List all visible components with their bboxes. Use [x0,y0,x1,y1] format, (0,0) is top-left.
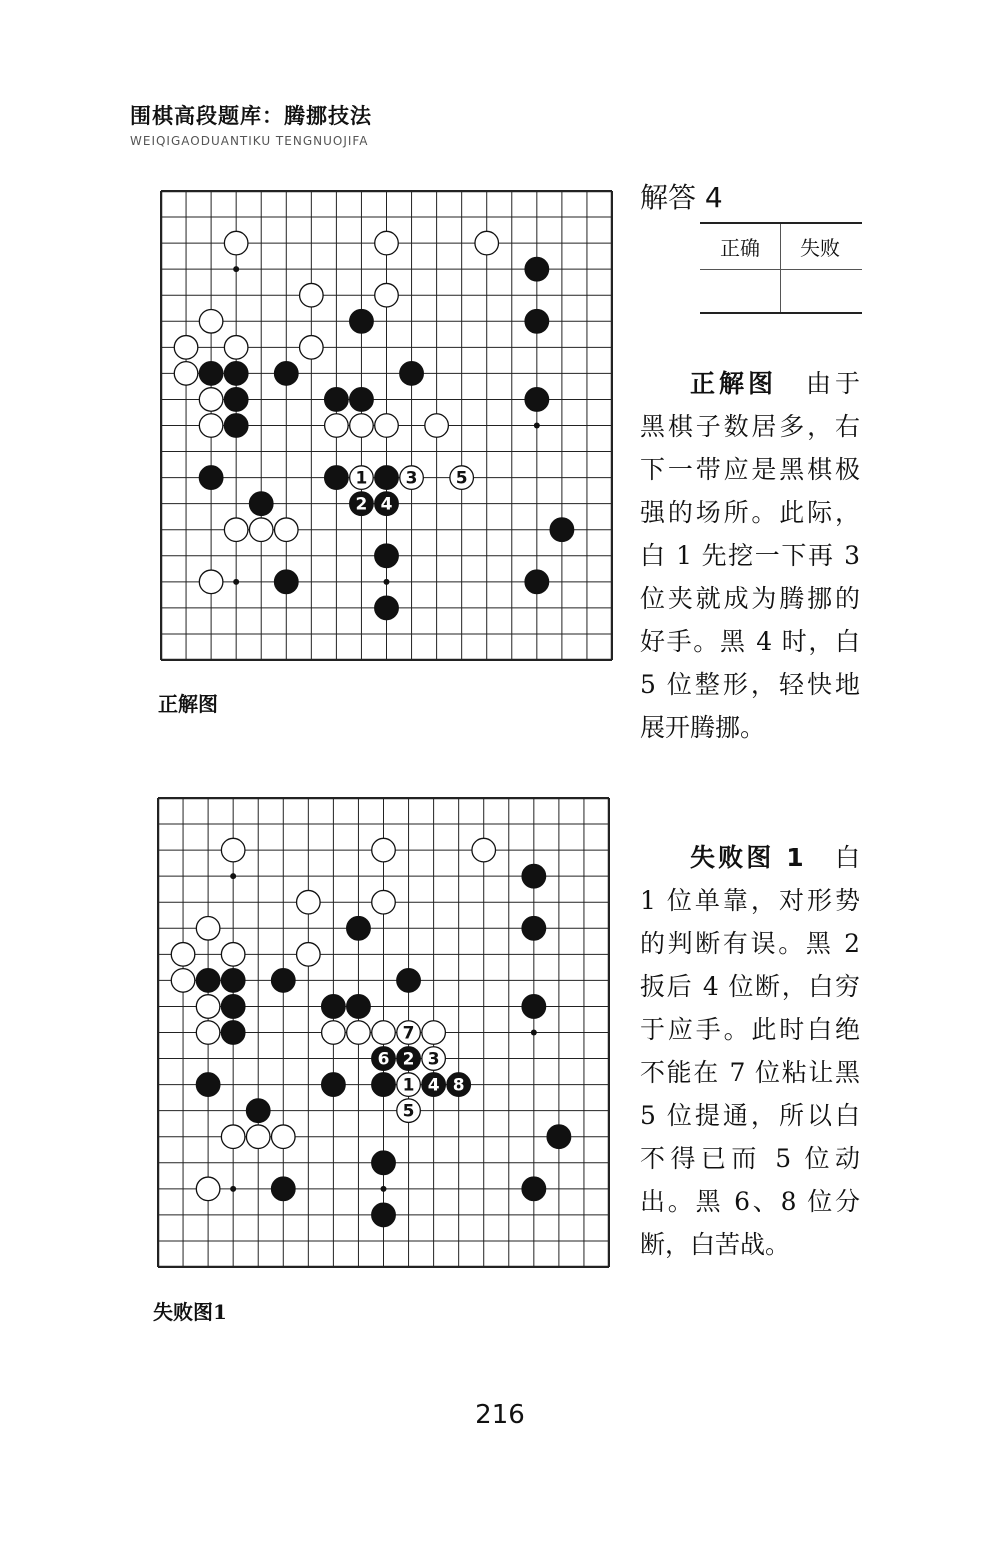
white-stone [249,518,273,542]
black-stone [224,414,248,438]
paragraph-body: 由于黑棋子数居多，右下一带应是黑棋极强的场所。此际，白 1 先挖一下再 3 位夹就成为腾挪的好手。黑 4 时，白 5 位整形，轻快地展开腾挪。 [640,369,860,742]
black-stone [199,466,223,490]
white-stone [375,414,399,438]
black-stone [350,310,374,334]
black-stone [347,917,371,941]
white-stone [221,838,245,862]
black-stone [550,518,574,542]
star-point [230,873,236,879]
black-stone [372,1073,396,1097]
move-number-label: 5 [455,468,468,489]
white-stone [221,943,245,967]
move-number-label: 7 [402,1023,415,1044]
move-number-label: 4 [427,1075,440,1096]
black-stone [375,466,399,490]
move-number-label: 3 [427,1049,440,1070]
white-stone [199,414,223,438]
black-stone [347,995,371,1019]
go-diagram-failure-1 [157,797,610,1268]
move-number-label: 5 [402,1101,415,1122]
white-stone [475,231,499,255]
move-number-label: 2 [355,494,368,515]
fail-header: 失败 [800,236,840,260]
white-stone [171,969,195,993]
white-stone [325,414,349,438]
move-number-label: 2 [402,1049,415,1070]
paragraph-correct [640,362,860,749]
white-stone [246,1125,270,1149]
black-stone [397,969,421,993]
black-stone [522,1177,546,1201]
white-stone [297,943,321,967]
black-stone [221,1021,245,1045]
star-point [381,1186,387,1192]
black-stone [272,1177,296,1201]
black-stone [372,1151,396,1175]
book-title: 围棋高段题库：腾挪技法 [130,103,372,128]
black-stone [275,570,299,594]
white-stone [322,1021,346,1045]
white-stone [196,1021,220,1045]
white-stone [221,1125,245,1149]
black-stone [322,995,346,1019]
star-point [233,579,239,585]
white-stone [372,1021,396,1045]
book-title-pinyin: WEIQIGAODUANTIKU TENGNUOJIFA [130,134,369,148]
answer-title: 解答 4 [640,181,723,214]
white-stone [224,231,248,255]
move-number-label: 6 [377,1049,390,1070]
white-stone [224,518,248,542]
black-stone [196,1073,220,1097]
white-stone [272,1125,296,1149]
move-number-label: 1 [402,1075,415,1096]
white-stone [372,890,396,914]
star-point [534,423,540,429]
black-stone [275,362,299,386]
white-stone [199,388,223,412]
black-stone [525,570,549,594]
white-stone [300,336,324,360]
star-point [233,266,239,272]
white-stone [196,1177,220,1201]
black-stone [522,995,546,1019]
black-stone [522,864,546,888]
move-number-label: 4 [380,494,393,515]
white-stone [224,336,248,360]
star-point [230,1186,236,1192]
correct-header: 正确 [720,236,760,260]
black-stone [375,596,399,620]
black-stone [372,1203,396,1227]
black-stone [525,388,549,412]
go-diagram-correct [160,190,613,661]
black-stone [224,362,248,386]
black-stone [525,310,549,334]
paragraph-lead: 正解图 [690,369,777,398]
white-stone [472,838,496,862]
black-stone [522,917,546,941]
white-stone [422,1021,446,1045]
go-board-correct [160,190,613,661]
page-number: 216 [475,1400,525,1430]
diagram-caption-correct: 正解图 [158,692,218,716]
black-stone [325,388,349,412]
white-stone [199,310,223,334]
black-stone [246,1099,270,1123]
white-stone [375,283,399,307]
move-number-label: 8 [452,1075,465,1096]
star-point [384,579,390,585]
black-stone [547,1125,571,1149]
black-stone [325,466,349,490]
black-stone [199,362,223,386]
go-board-failure-1 [157,797,610,1268]
black-stone [221,995,245,1019]
result-table [700,222,862,314]
paragraph-lead: 失败图 1 [690,843,804,872]
black-stone [400,362,424,386]
running-header [130,100,372,148]
white-stone [297,890,321,914]
white-stone [425,414,449,438]
white-stone [375,231,399,255]
white-stone [171,943,195,967]
move-number-label: 1 [355,468,368,489]
black-stone [322,1073,346,1097]
white-stone [300,283,324,307]
white-stone [199,570,223,594]
diagram-caption-failure-1: 失败图1 [153,1300,227,1324]
star-point [531,1030,537,1036]
black-stone [272,969,296,993]
white-stone [196,917,220,941]
black-stone [196,969,220,993]
white-stone [350,414,374,438]
white-stone [347,1021,371,1045]
black-stone [350,388,374,412]
white-stone [275,518,299,542]
black-stone [525,257,549,281]
black-stone [224,388,248,412]
white-stone [174,362,198,386]
white-stone [174,336,198,360]
white-stone [196,995,220,1019]
paragraph-body: 白 1 位单靠，对形势的判断有误。黑 2 扳后 4 位断，白穷于应手。此时白绝不能在 7 位粘让黑 5 位提通，所以白不得已而 5 位动出。黑 6、8 位分断，白苦战。 [640,843,860,1259]
paragraph-failure-1 [640,836,860,1266]
black-stone [221,969,245,993]
black-stone [249,492,273,516]
black-stone [375,544,399,568]
white-stone [372,838,396,862]
move-number-label: 3 [405,468,418,489]
